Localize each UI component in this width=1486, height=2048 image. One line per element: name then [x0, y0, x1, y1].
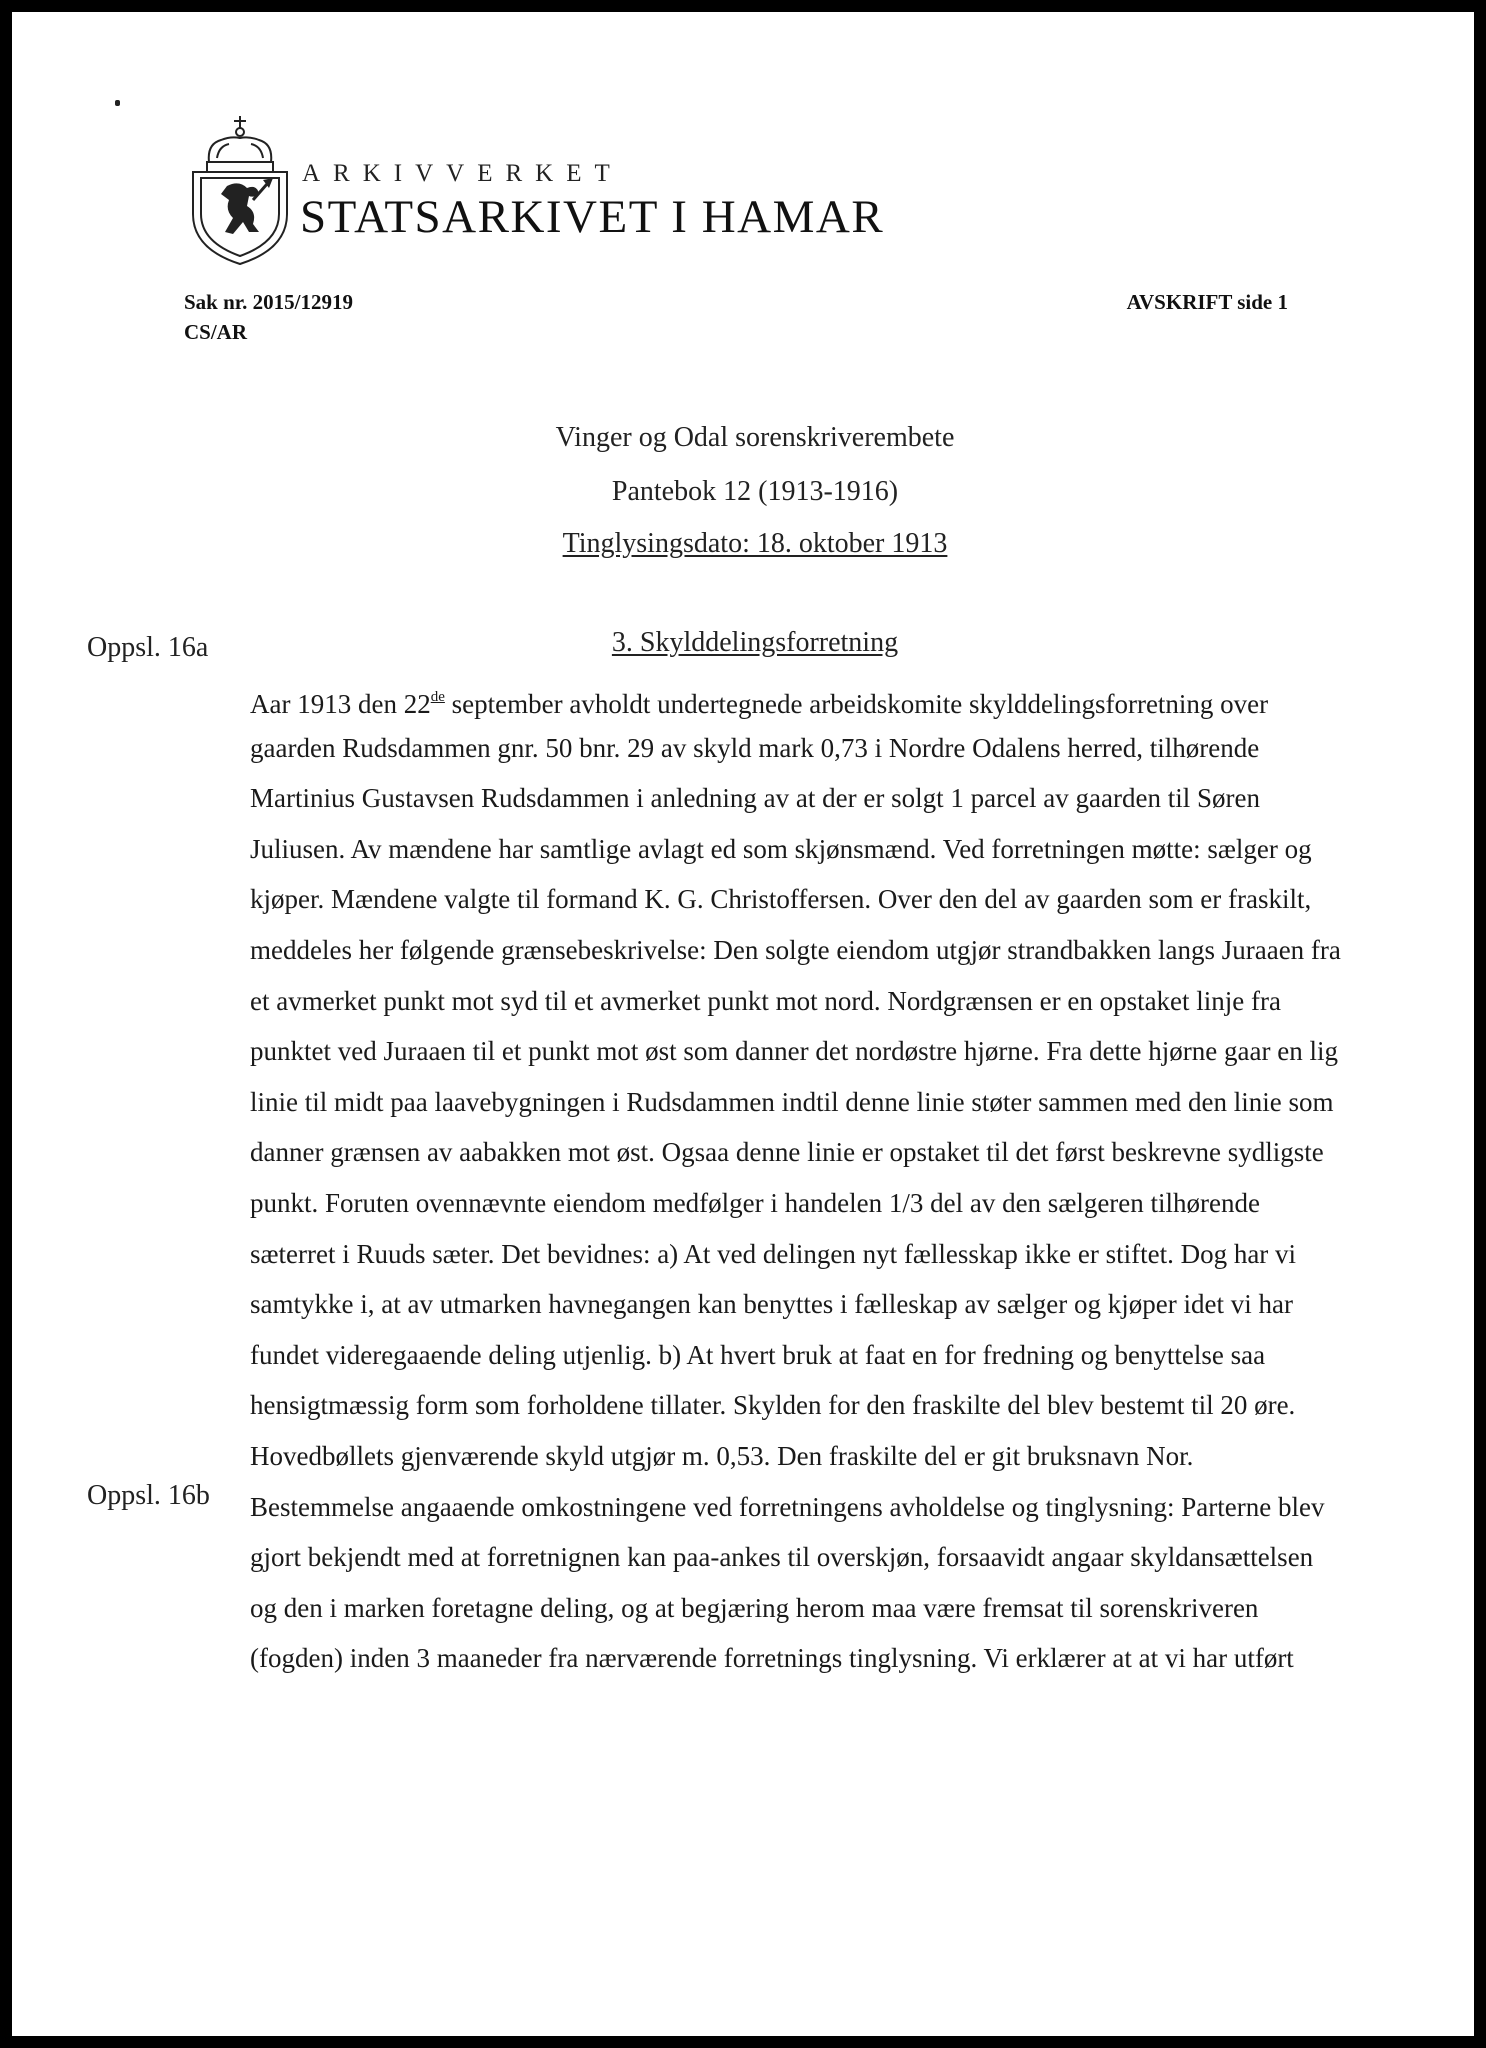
case-number: Sak nr. 2015/12919	[184, 290, 354, 314]
text-line: meddeles her følgende grænsebeskrivelse: Den solgte eiendom utgjør strandbakken langs Juraaen fra	[250, 934, 1341, 965]
transcription-body	[250, 672, 1370, 1684]
registration-date-text: Tinglysingsdato: 18. oktober 1913	[562, 528, 948, 559]
mortgage-book: Pantebok 12 (1913-1916)	[611, 476, 899, 507]
line-text: september avholdt undertegnede arbeidskomite skylddelingsforretning over	[444, 689, 1269, 719]
case-initials: CS/AR	[184, 320, 248, 344]
text-line: punktet ved Juraaen til et punkt mot øst som danner det nordøstre hjørne. Fra dette hjørne gaar en lig	[250, 1036, 1338, 1067]
text-line: Martinius Gustavsen Rudsdammen i anledning av at der er solgt 1 parcel av gaarden til Søren	[250, 783, 1260, 814]
text-line: gaarden Rudsdammen gnr. 50 bnr. 29 av skyld mark 0,73 i Nordre Odalens herred, tilhørende	[250, 732, 1260, 763]
scan-speck	[115, 100, 120, 106]
text-line: sæterret i Ruuds sæter. Det bevidnes: a) At ved delingen nyt fællesskap ikke er stiftet. Dog har vi	[250, 1238, 1297, 1269]
case-info	[184, 287, 353, 347]
coat-of-arms-icon	[187, 114, 293, 266]
text-line: (fogden) inden 3 maaneder fra nærværende forretnings tinglysning. Vi erklærer at at vi har utført	[250, 1643, 1294, 1674]
text-line: et avmerket punkt mot syd til et avmerket punkt mot nord. Nordgrænsen er en opstaket linje fra	[250, 985, 1281, 1016]
document-page	[12, 12, 1474, 2036]
text-line: samtykke i, at av utmarken havnegangen kan benyttes i fælleskap av sælger og kjøper idet vi har	[250, 1289, 1293, 1320]
archive-name: ARKIVVERKET	[302, 160, 623, 187]
text-line: punkt. Foruten ovennævnte eiendom medfølger i handelen 1/3 del av den sælgeren tilhørende	[250, 1187, 1260, 1218]
text-line: gjort bekjendt med at forretnignen kan paa-ankes til overskjøn, forsaavidt angaar skyldansættelsen	[250, 1542, 1314, 1573]
line-text: Aar 1913 den 22	[250, 689, 431, 719]
text-line: Bestemmelse angaaende omkostningene ved forretningens avholdelse og tinglysning: Parterne blev	[250, 1491, 1325, 1522]
margin-note: Oppsl. 16b	[87, 1480, 210, 1511]
text-line: og den i marken foretagne deling, og at begjæring herom maa være fremsat til sorenskriveren	[250, 1592, 1259, 1623]
text-line: hensigtmæssig form som forholdene tillater. Skylden for den fraskilte del blev bestemt til 20 øre.	[250, 1390, 1296, 1421]
copy-page-label: AVSKRIFT side 1	[1126, 290, 1288, 314]
text-line: danner grænsen av aabakken mot øst. Ogsaa denne linie er opstaket til det først beskrevne sydligste	[250, 1137, 1324, 1168]
text-line: kjøper. Mændene valgte til formand K. G. Christoffersen. Over den del av gaarden som er fraskilt,	[250, 884, 1312, 915]
margin-note: Oppsl. 16a	[87, 632, 209, 663]
court-office: Vinger og Odal sorenskriverembete	[555, 422, 955, 453]
text-line: linie til midt paa laavebygningen i Rudsdammen indtil denne linie støter sammen med den linie som	[250, 1086, 1334, 1117]
superscript: de	[430, 689, 445, 705]
archive-office: STATSARKIVET I HAMAR	[300, 191, 885, 243]
text-line	[250, 672, 1370, 723]
registration-date	[12, 528, 1474, 560]
text-line: Juliusen. Av mændene har samtlige avlagt ed som skjønsmænd. Ved forretningen møtte: sælger og	[250, 833, 1312, 864]
text-line: Hovedbøllets gjenværende skyld utgjør m. 0,53. Den fraskilte del er git bruksnavn Nor.	[250, 1440, 1194, 1471]
section-heading	[12, 627, 1474, 659]
section-heading-text: 3. Skylddelingsforretning	[611, 627, 899, 658]
text-line: fundet videregaaende deling utjenlig. b) At hvert bruk at faat en for fredning og benyttelse saa	[250, 1339, 1266, 1370]
